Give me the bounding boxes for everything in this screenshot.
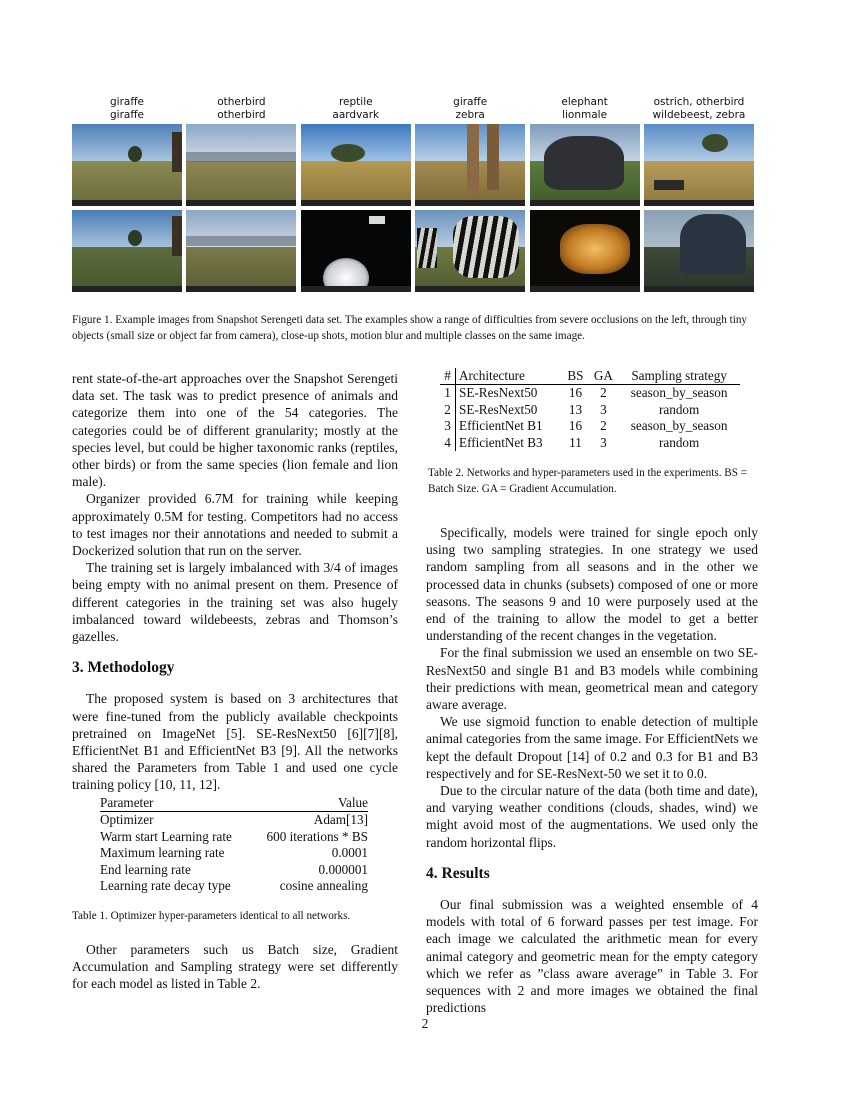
table-cell: random: [658, 434, 700, 450]
paragraph: Specifically, models were trained for single epoch only using two sampling strategies. In one strategy we used random sampling from all seasons and in the other we processed data in chunks (subsets) composed of one or more seasons. The seasons 9 and 10 were purposely used at the end of the training to allow the model to get a better understanding of the recent changes in the vegetation.: [426, 525, 758, 644]
table-row: [440, 418, 740, 434]
figure-column-label: reptile aardvark: [332, 96, 380, 121]
paragraph: rent state-of-the-art approaches over the Snapshot Serengeti data set. The task was to predict presence of animals and categorize them into one of the 54 categories. The categories could be of different granularity; mostly at the species level, but could be higher taxonomic ranks (reptiles, other birds) or from the same species (lion female and lion male).: [72, 371, 398, 490]
left-column-bottom: [72, 941, 398, 993]
camera-trap-image: [415, 124, 525, 206]
table-1-caption: Table 1. Optimizer hyper-parameters identical to all networks.: [72, 910, 351, 922]
paragraph: The proposed system is based on 3 architectures that were fine-tuned from the publicly available checkpoints pretrained on ImageNet [5]. SE-ResNext50 [6][7][8], EfficientNet B1 and EfficientNet B3 [9]. All the networks shared the Parameters from Table 1 and used one cycle training policy [10, 11, 12].: [72, 691, 398, 793]
figure-column-label: otherbird otherbird: [217, 96, 266, 121]
paragraph: Due to the circular nature of the data (both time and date), and varying weather conditions (clouds, shades, wind) we might avoid most of the augmentations. We used only the random horizontal flips.: [426, 783, 758, 850]
figure-column-label: ostrich, otherbird wildebeest, zebra: [652, 96, 746, 121]
camera-trap-image: [186, 210, 296, 292]
table-2-caption: Table 2. Networks and hyper-parameters used in the experiments. BS = Batch Size. GA = Gradient Accumulation.: [428, 467, 748, 495]
table-row: [440, 435, 740, 451]
figure-column-label: giraffe giraffe: [109, 96, 145, 121]
table-cell: Optimizer: [100, 812, 154, 828]
table-cell: 13: [568, 401, 583, 417]
table-cell: 11: [569, 434, 582, 450]
table-row: [440, 402, 740, 418]
table-cell: 2: [440, 402, 456, 418]
table-cell: 4: [440, 435, 456, 451]
table-cell: EfficientNet B3: [459, 434, 543, 450]
table-row: [100, 862, 368, 878]
table-header-cell: Architecture: [456, 368, 563, 385]
camera-trap-image: [72, 124, 182, 206]
paragraph: Our final submission was a weighted ensemble of 4 models with total of 6 forward passes per test image. For each image we calculated the arithmetic mean for every animal category and geometric mean for the empty category which we refer as ”class aware average” in Table 3. For sequences with 2 and more images we obtained the final predictions: [426, 897, 758, 1016]
table-cell: cosine annealing: [279, 878, 368, 894]
table-cell: End learning rate: [100, 861, 191, 877]
table-cell: 2: [600, 418, 607, 434]
figure-column-label: giraffe zebra: [453, 96, 488, 121]
table-header-row: [100, 795, 368, 812]
table-header-row: [440, 368, 740, 385]
table-cell: season_by_season: [630, 385, 728, 401]
camera-trap-image: [415, 210, 525, 292]
table-cell: Adam[13]: [313, 812, 368, 828]
table-cell: 3: [600, 401, 607, 417]
table-cell: 16: [568, 385, 583, 401]
table-cell: 0.0001: [331, 845, 368, 861]
table-row: [100, 845, 368, 861]
table-cell: 600 iterations * BS: [266, 828, 368, 844]
figure-image-grid: [72, 124, 754, 292]
camera-trap-image: [186, 124, 296, 206]
table-cell: 1: [440, 385, 456, 402]
camera-trap-image: [530, 210, 640, 292]
table-header-cell: #: [440, 368, 456, 385]
figure-column-label: elephant lionmale: [561, 96, 608, 121]
paragraph: The training set is largely imbalanced with 3/4 of images being empty with no animal present on them. Presence of different categories in the training set was also hugely imbalanced toward wildebeests, zebras and Thomson’s gazelles.: [72, 560, 398, 645]
table-cell: SE-ResNext50: [459, 401, 538, 417]
table-cell: Learning rate decay type: [100, 878, 231, 894]
table-cell: random: [658, 401, 700, 417]
paragraph: Other parameters such us Batch size, Gradient Accumulation and Sampling strategy were set differently for each model as listed in Table 2.: [72, 942, 398, 992]
table-header-cell: Sampling strategy: [618, 368, 740, 385]
paragraph: Organizer provided 6.7M for training while keeping approximately 0.5M for testing. Competitors had no access to test images nor their annotations and needed to submit a Dockerized solution that run on the server.: [72, 491, 398, 559]
table-header-cell: GA: [589, 368, 619, 385]
camera-trap-image: [301, 210, 411, 292]
table-cell: SE-ResNext50: [459, 385, 538, 401]
table-cell: EfficientNet B1: [459, 418, 543, 434]
table-cell: Warm start Learning rate: [100, 828, 232, 844]
table-cell: 2: [600, 385, 607, 401]
figure-1: [72, 96, 754, 292]
table-cell: 0.000001: [318, 861, 368, 877]
table-1: [100, 795, 368, 894]
table-row: [100, 812, 368, 829]
camera-trap-image: [530, 124, 640, 206]
left-column: [72, 370, 398, 794]
table-row: [100, 878, 368, 894]
figure-label-row: [72, 96, 754, 122]
table-row: [440, 385, 740, 402]
table-header-cell: Value: [251, 795, 368, 812]
table-cell: season_by_season: [630, 418, 728, 434]
table-header-cell: BS: [562, 368, 588, 385]
paragraph: For the final submission we used an ensemble on two SE-ResNext50 and single B1 and B3 models while combining their predictions with mean, geometrical mean and category aware average.: [426, 645, 758, 713]
table-cell: 16: [568, 418, 583, 434]
camera-trap-image: [644, 124, 754, 206]
table-cell: Maximum learning rate: [100, 845, 225, 861]
camera-trap-image: [301, 124, 411, 206]
section-heading: 4. Results: [426, 864, 490, 882]
figure-caption: Figure 1. Example images from Snapshot Serengeti data set. The examples show a range of difficulties from severe occlusions on the left, through tiny objects (small size or object far from camera), close-up shots, motion blur and multiple classes on the same image.: [72, 314, 748, 342]
camera-trap-image: [644, 210, 754, 292]
right-column: [426, 524, 758, 1016]
page-number: 2: [421, 1016, 429, 1031]
paragraph: We use sigmoid function to enable detection of multiple animal categories from the same image. For EfficientNets we kept the default Dropout [14] of 0.2 and 0.3 for B1 and B3 respectively and for SE-ResNext-50 we set it to 0.0.: [426, 714, 758, 781]
table-2: [440, 368, 740, 451]
table-header-cell: Parameter: [100, 795, 251, 812]
table-cell: 3: [440, 418, 456, 434]
table-cell: 3: [600, 434, 607, 450]
camera-trap-image: [72, 210, 182, 292]
table-row: [100, 829, 368, 845]
section-heading: 3. Methodology: [72, 659, 175, 677]
